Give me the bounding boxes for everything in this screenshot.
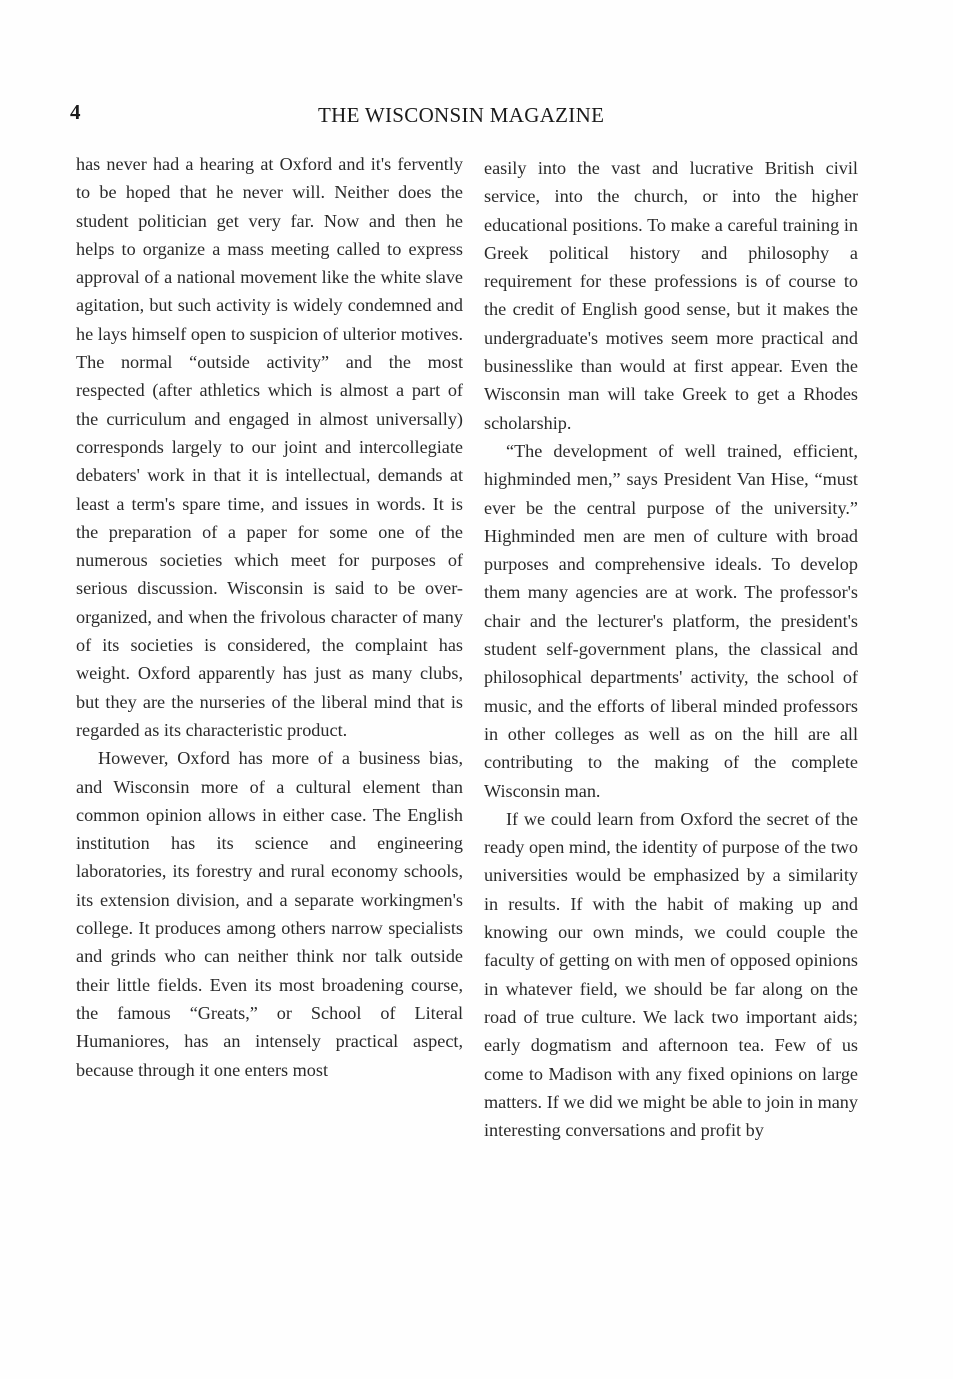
running-title: THE WISCONSIN MAGAZINE [318, 103, 605, 127]
paragraph: has never had a hearing at Oxford and it's fervently to be hoped that he never will. Neither does the student politician get very far. Now and then he helps to organize a mass meeting called to express approval of a national movement like the white slave agitation, but such activity is widely condemned and he lays himself open to suspicion of ulterior motives. The normal “outside activity” and the most respected (after athletics which is almost a part of the curriculum and engaged in almost universally) corresponds largely to our joint and intercollegiate debaters' work in that it is intellectual, demands at least a term's spare time, and issues in words. It is the preparation of a paper for some one of the numerous societies which meet for purposes of serious discussion. Wisconsin is said to be over-organized, and when the frivolous character of many of its societies is considered, the complaint has weight. Oxford apparently has just as many clubs, but they are the nurseries of the liberal mind that is regarded as its characteristic product. [76, 154, 463, 740]
paragraph: easily into the vast and lucrative British civil service, into the church, or into the higher educational positions. To make a careful training in Greek political history and philosophy a requirement for these professions is of course to the credit of English good sense, but it makes the undergraduate's motives seem more practical and businesslike than would at first appear. Even the Wisconsin man will take Greek to get a Rhodes scholarship. [484, 158, 858, 433]
page-number: 4 [70, 100, 81, 124]
paragraph: If we could learn from Oxford the secret of the ready open mind, the identity of purpose of the two universities would be emphasized by a similarity in results. If with the habit of making up and knowing our own minds, we could couple the faculty of getting on with men of opposed opinions in whatever field, we should be far along on the road of true culture. We lack two important aids; early dogmatism and afternoon tea. Few of us come to Madison with any fixed opinions on large matters. If we did we might be able to join in many interesting conversations and profit by [484, 808, 858, 1141]
right-column [484, 154, 858, 1144]
paragraph: However, Oxford has more of a business bias, and Wisconsin more of a cultural element than common opinion allows in either case. The English institution has its science and engineering laboratories, its forestry and rural economy schools, its extension division, and a separate workingmen's college. It produces among others narrow specialists and grinds who can neither think nor talk outside their little fields. Even its most broadening course, the famous “Greats,” or School of Literal Humaniores, has an intensely practical aspect, because through it one enters most [76, 748, 463, 1080]
left-column [76, 150, 463, 1084]
paragraph: “The development of well trained, efficient, highminded men,” says President Van Hise, “must ever be the central purpose of the university.” Highminded men are men of culture with broad purposes and comprehensive ideals. To develop them many agencies are at work. The professor's chair and the lecturer's platform, the president's student self-government plans, the classical and philosophical departments' activity, the school of music, and the efforts of liberal minded professors in other colleges as well as on the hill are all contributing to the making of the complete Wisconsin man. [484, 440, 858, 801]
